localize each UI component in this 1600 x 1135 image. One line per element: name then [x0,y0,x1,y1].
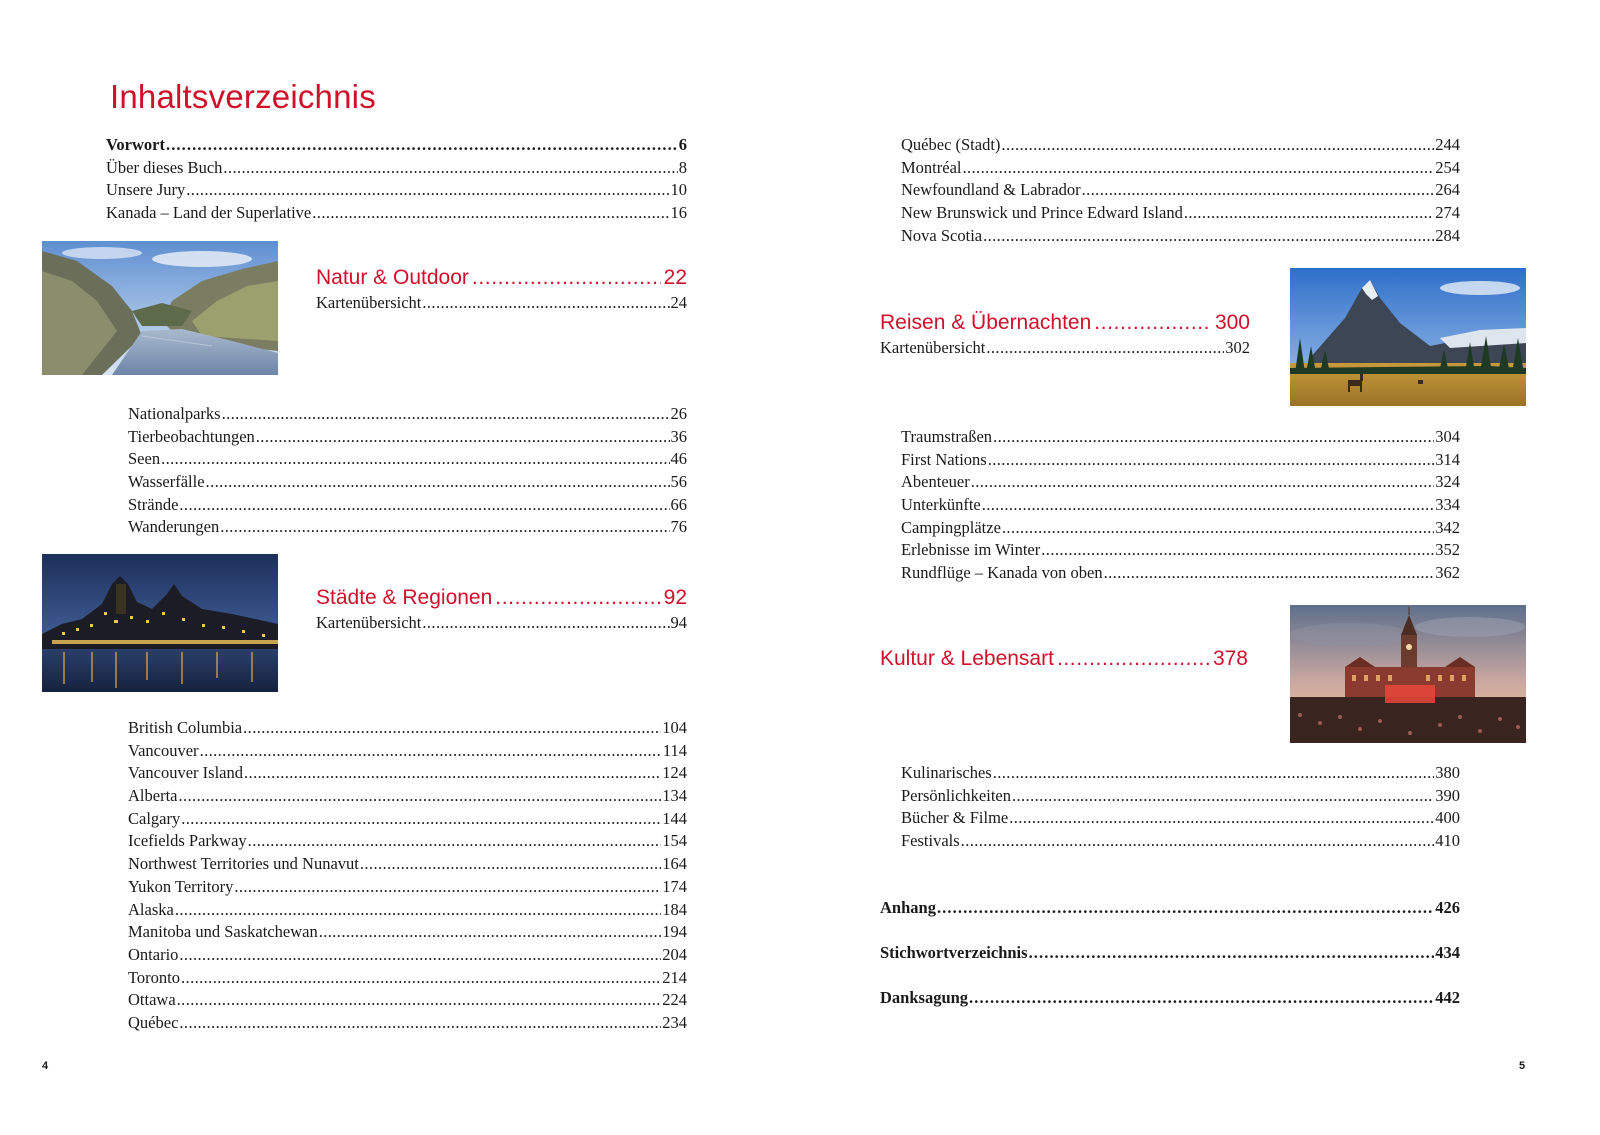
fjord-photo [42,241,278,375]
toc-entry[interactable]: Strände ..... 66 [128,494,687,517]
toc-entry[interactable]: Festivals ..... 410 [901,830,1460,853]
toc-entry[interactable]: Kulinarisches ..... 380 [901,762,1460,785]
toc-entry[interactable]: British Columbia ..... 104 [128,717,687,740]
toc-entry[interactable]: Northwest Territories und Nunavut ..... 164 [128,853,687,876]
toc-entry[interactable]: Stichwortverzeichnis ..... 434 [880,942,1460,965]
chapter-natur [316,264,687,315]
kultur-list [901,762,1460,853]
staedte-continued-list [901,134,1460,247]
toc-entry[interactable]: Traumstraßen ..... 304 [901,426,1460,449]
intro-list [106,134,687,225]
toc-entry[interactable]: Nationalparks ..... 26 [128,403,687,426]
toc-entry[interactable]: Montréal ..... 254 [901,157,1460,180]
staedte-list [128,717,687,1035]
toc-entry[interactable]: Newfoundland & Labrador ..... 264 [901,179,1460,202]
toc-entry[interactable]: Wasserfälle ..... 56 [128,471,687,494]
toc-entry[interactable]: Vorwort ..... 6 [106,134,687,157]
toc-entry[interactable]: Anhang ..... 426 [880,897,1460,920]
toc-entry[interactable]: Ottawa ..... 224 [128,989,687,1012]
backmatter-index [880,942,1460,965]
toc-entry[interactable]: Kartenübersicht ..... 24 [316,292,687,315]
toc-entry[interactable]: Rundflüge – Kanada von oben ..... 362 [901,562,1460,585]
backmatter-anhang [880,897,1460,920]
toc-entry[interactable]: Québec (Stadt) ..... 244 [901,134,1460,157]
toc-entry[interactable]: Vancouver ..... 114 [128,740,687,763]
chapter-heading[interactable]: Reisen & Übernachten ..... 300 [880,309,1250,337]
toc-entry[interactable]: Unterkünfte ..... 334 [901,494,1460,517]
toc-entry[interactable]: Alaska ..... 184 [128,899,687,922]
page-title: Inhaltsverzeichnis [110,78,376,115]
chapter-heading[interactable]: Städte & Regionen ..... 92 [316,584,687,612]
natur-list [128,403,687,539]
chapter-kultur [880,645,1248,673]
toc-entry[interactable]: Icefields Parkway ..... 154 [128,830,687,853]
reisen-list [901,426,1460,585]
toc-entry[interactable]: Bücher & Filme ..... 400 [901,807,1460,830]
right-page [800,0,1600,1135]
toc-entry[interactable]: Wanderungen ..... 76 [128,516,687,539]
toc-entry[interactable]: New Brunswick und Prince Edward Island ..... 274 [901,202,1460,225]
toc-entry[interactable]: Abenteuer ..... 324 [901,471,1460,494]
toc-entry[interactable]: Vancouver Island ..... 124 [128,762,687,785]
page-number: 5 [1519,1060,1526,1072]
toc-entry[interactable]: First Nations ..... 314 [901,449,1460,472]
toc-entry[interactable]: Kartenübersicht ..... 302 [880,337,1250,360]
parliament-concert-photo [1290,605,1526,743]
chapter-reisen [880,309,1250,360]
chapter-heading[interactable]: Kultur & Lebensart ..... 378 [880,645,1248,673]
page-number: 4 [42,1060,49,1072]
toc-entry[interactable]: Alberta ..... 134 [128,785,687,808]
toc-entry[interactable]: Seen ..... 46 [128,448,687,471]
toc-entry[interactable]: Unsere Jury ..... 10 [106,179,687,202]
toc-entry[interactable]: Yukon Territory ..... 174 [128,876,687,899]
quebec-night-photo [42,554,278,692]
toc-entry[interactable]: Calgary ..... 144 [128,808,687,831]
chapter-heading[interactable]: Natur & Outdoor ..... 22 [316,264,687,292]
toc-entry[interactable]: Toronto ..... 214 [128,967,687,990]
toc-entry[interactable]: Manitoba und Saskatchewan ..... 194 [128,921,687,944]
toc-entry[interactable]: Über dieses Buch ..... 8 [106,157,687,180]
toc-entry[interactable]: Tierbeobachtungen ..... 36 [128,426,687,449]
toc-entry[interactable]: Nova Scotia ..... 284 [901,225,1460,248]
mountain-caribou-photo [1290,268,1526,406]
toc-entry[interactable]: Ontario ..... 204 [128,944,687,967]
toc-entry[interactable]: Kanada – Land der Superlative ..... 16 [106,202,687,225]
toc-entry[interactable]: Danksagung ..... 442 [880,987,1460,1010]
backmatter-thanks [880,987,1460,1010]
toc-entry[interactable]: Persönlichkeiten ..... 390 [901,785,1460,808]
toc-entry[interactable]: Erlebnisse im Winter ..... 352 [901,539,1460,562]
toc-entry[interactable]: Kartenübersicht ..... 94 [316,612,687,635]
toc-entry[interactable]: Campingplätze ..... 342 [901,517,1460,540]
toc-entry[interactable]: Québec ..... 234 [128,1012,687,1035]
chapter-staedte [316,584,687,635]
